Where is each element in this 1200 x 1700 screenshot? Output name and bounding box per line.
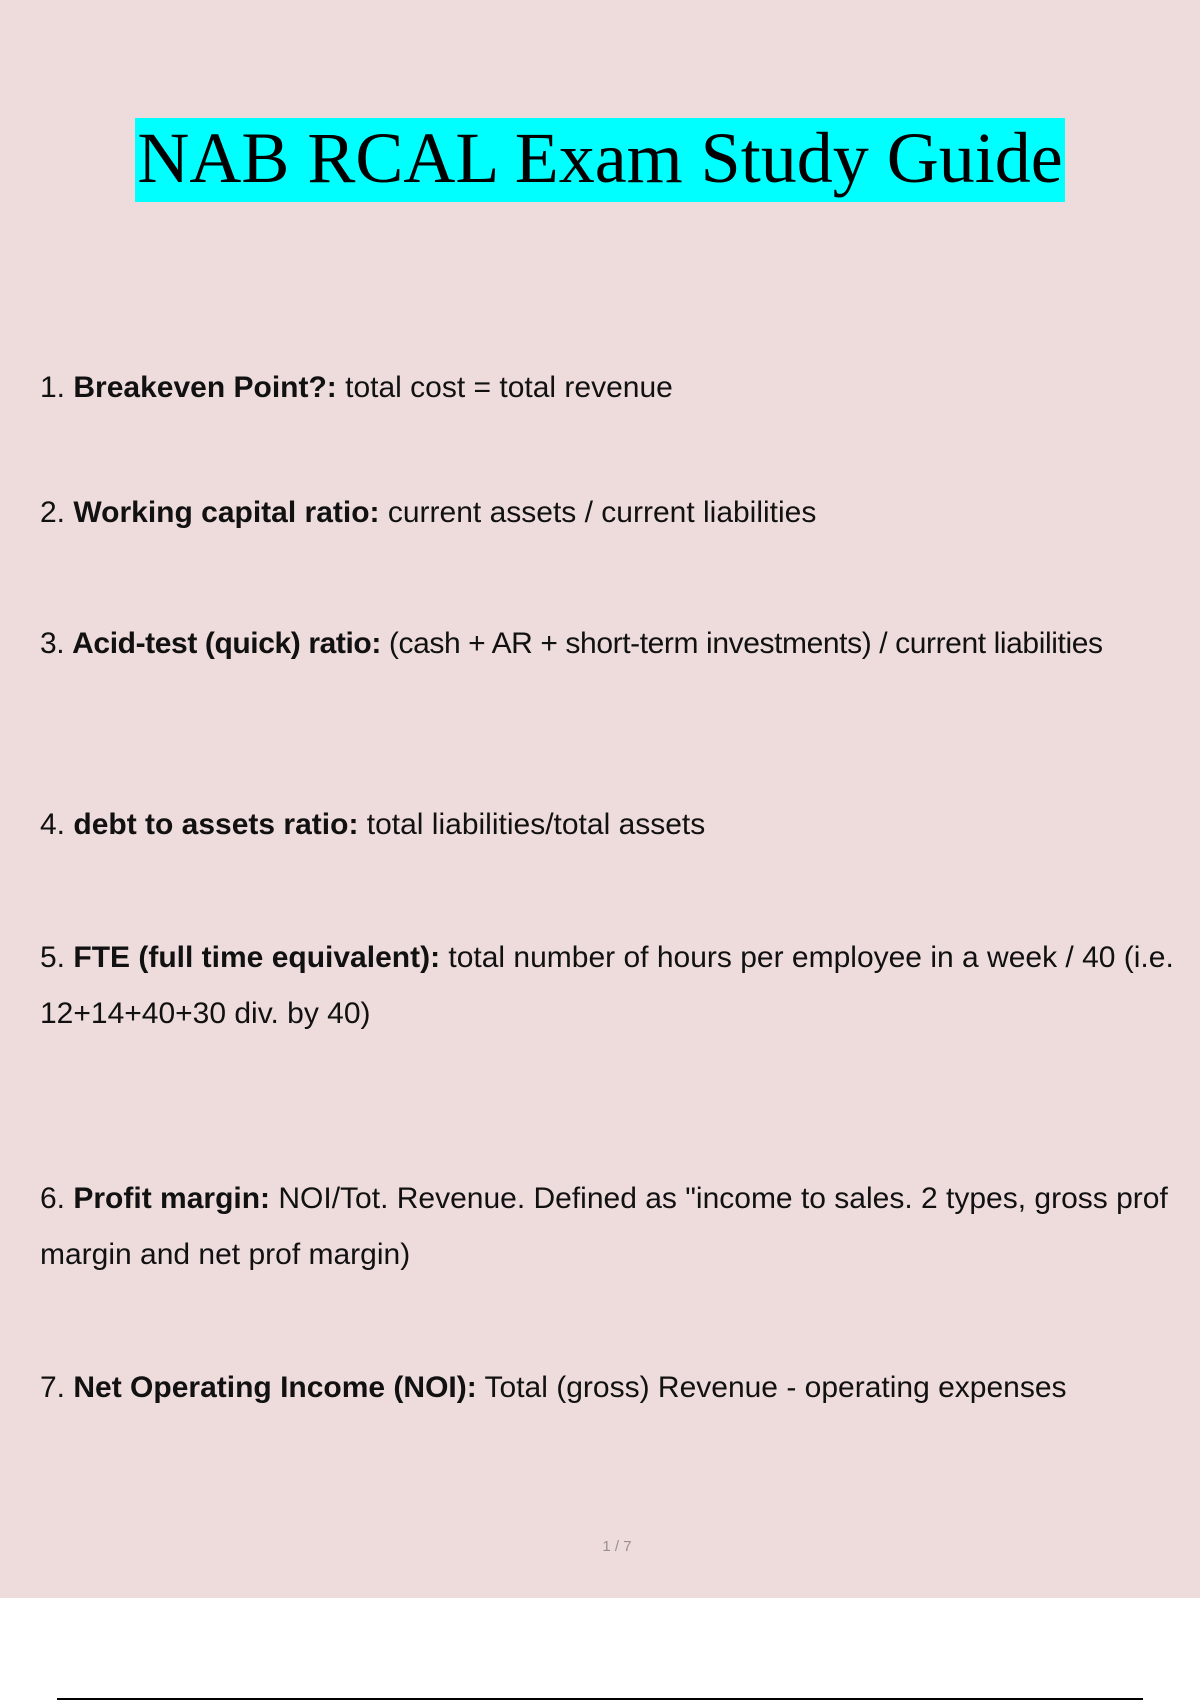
list-item bbox=[40, 616, 1200, 672]
item-term: FTE (full time equivalent): bbox=[73, 941, 441, 974]
item-term: Working capital ratio: bbox=[73, 496, 380, 529]
item-term: debt to assets ratio: bbox=[73, 808, 359, 841]
item-number: 6. bbox=[40, 1182, 66, 1215]
item-definition: total cost = total revenue bbox=[336, 371, 673, 404]
item-number: 1. bbox=[40, 371, 66, 404]
item-number: 7. bbox=[40, 1371, 66, 1404]
page-indicator: 1 / 7 bbox=[602, 1538, 632, 1555]
list-item bbox=[40, 1171, 1200, 1283]
list-item bbox=[40, 485, 1200, 541]
item-term: Acid-test (quick) ratio: bbox=[72, 627, 381, 660]
list-item bbox=[40, 797, 1200, 853]
item-definition: total liabilities/total assets bbox=[358, 808, 706, 841]
item-definition: total number of hours per employee in a week / 40 (i.e. 12+14+40+30 div. by 40) bbox=[40, 941, 1174, 1030]
item-definition: Total (gross) Revenue - operating expenses bbox=[476, 1371, 1067, 1404]
item-definition: NOI/Tot. Revenue. Defined as "income to sales. 2 types, gross prof margin and net prof margin) bbox=[40, 1182, 1168, 1271]
item-number: 3. bbox=[40, 627, 65, 660]
page-title bbox=[0, 118, 1200, 202]
item-number: 4. bbox=[40, 808, 66, 841]
item-number: 5. bbox=[40, 941, 66, 974]
list-item bbox=[40, 360, 1200, 416]
item-definition: current assets / current liabilities bbox=[379, 496, 817, 529]
item-definition: (cash + AR + short-term investments) / current liabilities bbox=[380, 627, 1103, 660]
item-number: 2. bbox=[40, 496, 66, 529]
item-term: Breakeven Point?: bbox=[73, 371, 337, 404]
item-term: Profit margin: bbox=[73, 1182, 271, 1215]
item-term: Net Operating Income (NOI): bbox=[73, 1371, 477, 1404]
list-item bbox=[40, 1360, 1200, 1416]
list-item bbox=[40, 930, 1200, 1042]
page-title-text: NAB RCAL Exam Study Guide bbox=[135, 118, 1064, 202]
